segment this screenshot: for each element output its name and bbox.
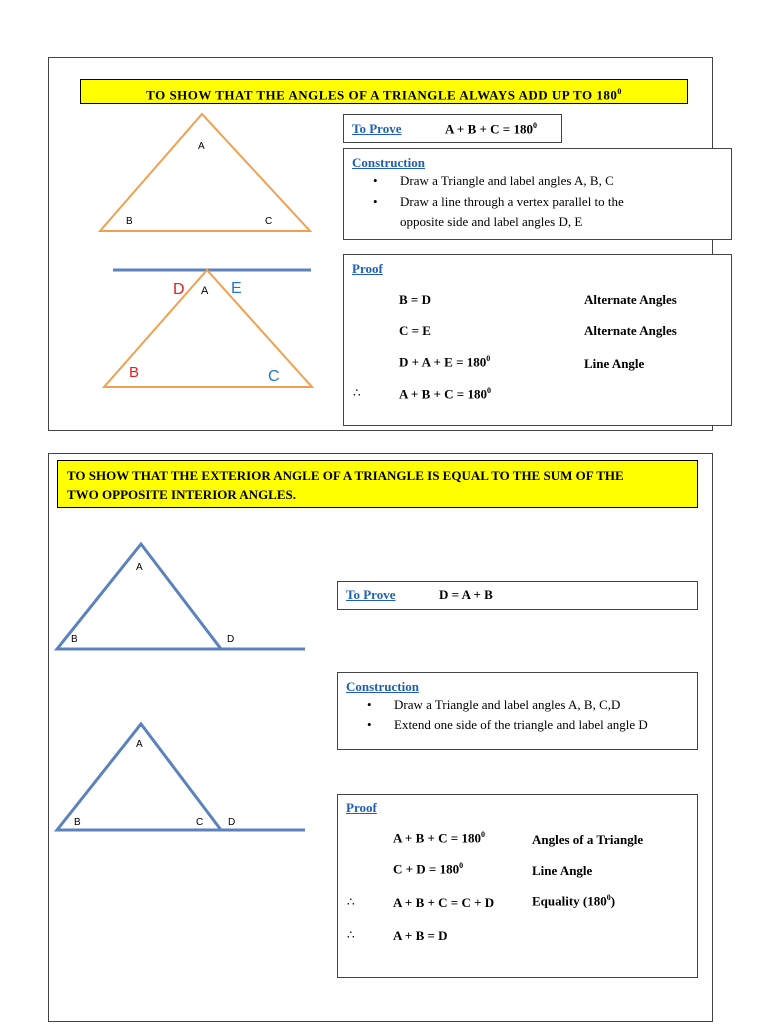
proof-reason: Alternate Angles bbox=[584, 323, 677, 338]
label-a: A bbox=[136, 562, 143, 573]
panel2-title-line1: TO SHOW THAT THE EXTERIOR ANGLE OF A TRIANGLE IS EQUAL TO THE SUM OF THE bbox=[67, 468, 624, 483]
proof-heading: Proof bbox=[346, 800, 377, 815]
label-b: B bbox=[71, 634, 78, 645]
panel2-title-line2: TWO OPPOSITE INTERIOR ANGLES. bbox=[67, 487, 296, 502]
panel1-title: TO SHOW THAT THE ANGLES OF A TRIANGLE ALWAYS ADD UP TO 180 bbox=[146, 87, 618, 103]
panel1-construction-box bbox=[343, 148, 732, 240]
therefore-symbol: ∴ bbox=[347, 895, 355, 909]
construction-heading: Construction bbox=[352, 155, 425, 170]
proof-statement: B = D bbox=[399, 292, 431, 307]
proof-reason: Angles of a Triangle bbox=[532, 832, 644, 847]
panel-triangle-sum bbox=[48, 57, 713, 431]
proof-reason: Line Angle bbox=[532, 863, 593, 878]
to-prove-statement: D = A + B bbox=[439, 587, 493, 602]
triangle-abc bbox=[100, 114, 310, 231]
proof-statement: $D + A + E = 180^0$ bbox=[399, 354, 491, 370]
proof-statement: C = E bbox=[399, 323, 431, 338]
label-c: C bbox=[268, 368, 280, 385]
panel1-to-prove-box bbox=[343, 114, 562, 143]
construction-item: • Extend one side of the triangle and label angle D bbox=[367, 717, 648, 732]
label-e: E bbox=[231, 280, 242, 297]
label-a: A bbox=[201, 285, 209, 297]
label-d: D bbox=[228, 817, 236, 828]
proof-heading: Proof bbox=[352, 261, 383, 276]
proof-statement: A + B = D bbox=[393, 928, 448, 943]
label-b: B bbox=[129, 364, 140, 381]
panel-exterior-angle bbox=[48, 453, 713, 1022]
proof-statement: $A + B + C = 180^0$ bbox=[399, 386, 491, 402]
to-prove-heading: To Prove bbox=[352, 121, 402, 136]
label-c: C bbox=[265, 216, 273, 227]
to-prove-statement: $A + B + C = 180^0$ bbox=[445, 121, 537, 137]
to-prove-heading: To Prove bbox=[346, 587, 396, 602]
label-a: A bbox=[198, 141, 205, 152]
construction-item: • Draw a Triangle and label angles A, B, C,D bbox=[367, 697, 621, 712]
proof-reason: Line Angle bbox=[584, 356, 645, 371]
triangle-abd bbox=[57, 544, 221, 649]
label-c: C bbox=[196, 817, 204, 828]
construction-heading: Construction bbox=[346, 679, 419, 694]
proof-statement: $A + B + C = 180^0$ bbox=[393, 830, 485, 846]
exterior-diagram-1 bbox=[57, 544, 305, 649]
panel1-title-sup: 0 bbox=[617, 87, 622, 96]
proof-statement: A + B + C = C + D bbox=[393, 895, 495, 910]
panel2-to-prove-box bbox=[337, 581, 698, 610]
proof-statement: $C + D = 180^0$ bbox=[393, 861, 464, 877]
panel1-proof-box bbox=[343, 254, 732, 426]
label-a: A bbox=[136, 739, 143, 750]
label-d: D bbox=[173, 281, 185, 298]
label-b: B bbox=[126, 216, 133, 227]
therefore-symbol: ∴ bbox=[353, 386, 361, 400]
triangle-diagram-2 bbox=[104, 270, 312, 387]
therefore-symbol: ∴ bbox=[347, 928, 355, 942]
panel2-construction-box bbox=[337, 672, 698, 750]
label-d: D bbox=[227, 634, 235, 645]
label-b: B bbox=[74, 817, 81, 828]
exterior-diagram-2 bbox=[57, 724, 305, 830]
proof-reason: Equality $(180^0)$ bbox=[532, 893, 616, 909]
panel2-proof-box bbox=[337, 794, 698, 978]
proof-reason: Alternate Angles bbox=[584, 292, 677, 307]
construction-item: • Draw a line through a vertex parallel to the opposite side and label angles D, E bbox=[373, 194, 624, 229]
triangle-diagram-1 bbox=[100, 114, 310, 231]
construction-item: • Draw a Triangle and label angles A, B, C bbox=[373, 173, 614, 188]
